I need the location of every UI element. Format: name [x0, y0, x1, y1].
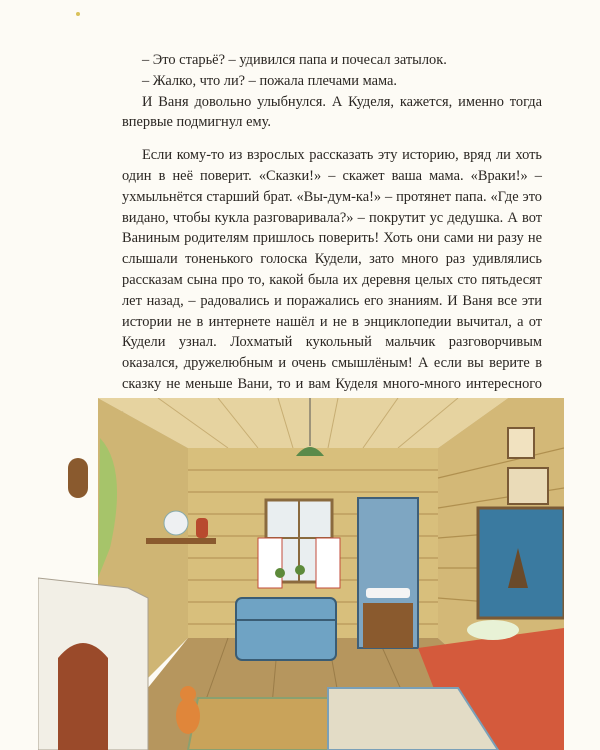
plate — [164, 511, 188, 535]
cat — [176, 698, 200, 734]
dialogue-line-dad: – Это старьё? – удивился папа и почесал затылок. — [142, 52, 447, 68]
room-illustration — [38, 398, 564, 750]
curtain-right — [316, 538, 340, 588]
cupboard-doors — [363, 603, 413, 648]
blue-chest — [236, 598, 336, 660]
jug — [196, 518, 208, 538]
wall-shelf — [146, 538, 216, 544]
room-drawing — [38, 398, 564, 750]
washbasin — [366, 588, 410, 598]
stove-niche — [68, 458, 88, 498]
story-text — [122, 50, 542, 416]
stove-opening — [58, 643, 108, 750]
page-speck — [76, 12, 80, 16]
main-paragraph: Если кому-то из взрослых рассказать эту историю, вряд ли хоть один в неё поверит. «Сказки!» – скажет ваша мама. «Враки!» – ухмыльнётся старший брат. «Вы-дум-ка!» – протянет папа. «Где это видано, чтобы кукла разговаривала?» – покрутит ус дедушка. А вот Ваниным родителям пришлось поверить! Хоть они сами ни разу не слышали тоненького голоска Кудели, зато много раз удивлялись рассказам сына про то, какой была их деревня целых сто пятьдесят лет назад, – радовались и поражались его знаниям. И Ваня все эти истории не в интернете нашёл и не в энциклопедии вычитал, а от Кудели узнал. Лохматый кукольный мальчик разговорчивым оказался, дружелюбным и очень смышлёным! А если вы верите в сказку не меньше Вани, то и вам Куделя много-много интересного — [122, 147, 542, 392]
wall-picture — [508, 428, 534, 458]
pillow — [467, 620, 519, 640]
rug-left — [188, 698, 348, 750]
family-photo — [508, 468, 548, 504]
curtain-left — [258, 538, 282, 588]
narration-paragraph: И Ваня довольно улыбнулся. А Куделя, кажется, именно тогда впервые подмигнул ему. — [122, 93, 542, 131]
dialogue-line-mom: – Жалко, что ли? – пожала плечами мама. — [142, 72, 397, 89]
